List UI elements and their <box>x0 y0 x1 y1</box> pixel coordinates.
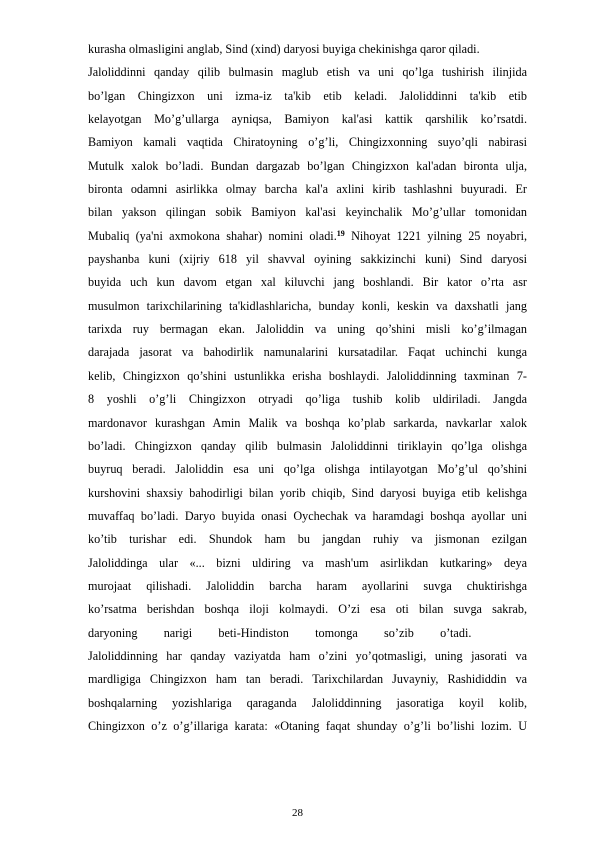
text-line <box>88 552 527 575</box>
text-line <box>88 85 527 108</box>
text-line <box>88 692 527 715</box>
text-line <box>88 458 527 481</box>
text-line <box>88 528 527 551</box>
text-line <box>88 622 527 645</box>
text-line-content: payshanba kuni (xijriy 618 yil shavval oyining sakkizinchi kuni) Sind daryosi <box>88 252 527 267</box>
text-line-content: bilan yakson qilingan sobik Bamiyon kal'asi keyinchalik Mo’g’ullar tomonidan <box>88 205 527 220</box>
text-line <box>88 341 527 364</box>
text-line-content: buyida uch kun davom etgan xal kiluvchi jang boshlandi. Bir kator o’rta asr <box>88 275 527 290</box>
text-line <box>88 505 527 528</box>
text-line-content: Mubaliq (ya'ni axmokona shahar) nomini oladi. <box>88 228 337 243</box>
text-line <box>88 388 527 411</box>
text-line-content: ko’tib turishar edi. Shundok ham bu jangdan ruhiy va jismonan ezilgan <box>88 532 527 547</box>
text-line <box>88 248 527 271</box>
line-filler <box>471 626 527 640</box>
page-number: 28 <box>292 807 303 819</box>
text-line <box>88 61 527 84</box>
text-line-content: ko’rsatma berishdan boshqa iloji kolmaydi. O’zi esa oti bilan suvga sakrab, <box>88 602 527 617</box>
text-line-content: Jaloliddinga ular «... bizni uldiring va mash'um asirlikdan kutkaring» deya <box>88 555 527 570</box>
text-line <box>88 645 527 668</box>
text-line-content: Chingizxon o’z o’g’illariga karata: «Otaning faqat shunday o’g’li bo’lishi lozim. U <box>88 718 527 733</box>
text-line <box>88 412 527 435</box>
text-line <box>88 668 527 691</box>
text-line <box>88 225 527 248</box>
text-line <box>88 201 527 224</box>
text-line <box>88 715 527 738</box>
text-line-content: bo’lgan Chingizxon uni izma-iz ta'kib etib keladi. Jaloliddinni ta'kib etib <box>88 88 527 103</box>
text-line-content: mardligiga Chingizxon ham tan beradi. Tarixchilardan Juvayniy, Rashididdin va <box>88 672 527 687</box>
text-line-content: muvaffaq bo’ladi. Daryo buyida onasi Oychechak va haramdagi boshqa ayollar uni <box>88 508 527 523</box>
text-line <box>88 38 527 61</box>
text-line-content: mardonavor kurashgan Amin Malik va boshqa ko’plab sarkarda, navkarlar xalok <box>88 415 527 430</box>
text-line <box>88 131 527 154</box>
text-line <box>88 108 527 131</box>
text-line-content: daryoning narigi beti-Hindiston tomonga so’zib o’tadi. <box>88 625 472 640</box>
text-line <box>88 295 527 318</box>
text-line-content: bo’ladi. Chingizxon qanday qilib bulmasin Jaloliddinni tiriklayin qo’lga olishga <box>88 438 527 453</box>
text-line <box>88 155 527 178</box>
text-line-content: kelib, Chingizxon qo’shini ustunlikka erisha boshlaydi. Jaloliddinning taxminan 7- <box>88 368 527 383</box>
text-line-continuation: Nihoyat 1221 yilning 25 noyabri, <box>344 228 527 243</box>
text-line-content: darajada jasorat va bahodirlik namunalarini kursatadilar. Faqat uchinchi kunga <box>88 345 527 360</box>
text-line-content: tarixda ruy bermagan ekan. Jaloliddin va uning qo’shini misli ko’g’ilmagan <box>88 322 527 337</box>
text-line-content: 8 yoshli o’g’li Chingizxon otryadi qo’liga tushib kolib uldiriladi. Jangda <box>88 392 527 407</box>
text-line <box>88 435 527 458</box>
text-line-content: kurshovini shaxsiy bahodirligi bilan yorib chiqib, Sind daryosi buyiga etib kelishga <box>88 485 527 500</box>
text-line-content: buyruq beradi. Jaloliddin esa uni qo’lga olishga intilayotgan Mo’g’ul qo’shini <box>88 462 527 477</box>
text-line <box>88 598 527 621</box>
text-line-content: kurasha olmasligini anglab, Sind (xind) daryosi buyiga chekinishga qaror qiladi. <box>88 42 480 56</box>
text-line-content: murojaat qilishadi. Jaloliddin barcha haram ayollarini suvga chuktirishga <box>88 578 527 593</box>
text-line-content: bironta odamni asirlikka olmay barcha kal'a axlini kirib tashlashni buyuradi. Er <box>88 182 527 197</box>
text-line-content: Jaloliddinni qanday qilib bulmasin maglub etish va uni qo’lga tushirish ilinjida <box>88 65 527 80</box>
text-line-content: musulmon tarixchilarining ta'kidlashlaricha, bunday konli, keskin va daxshatli jang <box>88 298 527 313</box>
text-line-content: kelayotgan Mo’g’ullarga ayniqsa, Bamiyon kal'asi kattik qarshilik ko’rsatdi. <box>88 112 527 127</box>
text-line <box>88 482 527 505</box>
text-line-content: Mutulk xalok bo’ladi. Bundan dargazab bo’lgan Chingizxon kal'adan bironta ulja, <box>88 158 527 173</box>
document-body <box>88 38 527 738</box>
text-line-content: Jaloliddinning har qanday vaziyatda ham o’zini yo’qotmasligi, uning jasorati va <box>88 648 527 663</box>
text-line <box>88 318 527 341</box>
text-line-content: Bamiyon kamali vaqtida Chiratoyning o’g’li, Chingizxonning suyo’qli nabirasi <box>88 135 527 150</box>
text-line <box>88 365 527 388</box>
text-line-content: boshqalarning yozishlariga qaraganda Jaloliddinning jasoratiga koyil kolib, <box>88 695 527 710</box>
text-line <box>88 178 527 201</box>
text-line <box>88 271 527 294</box>
text-line <box>88 575 527 598</box>
footnote-reference: 19 <box>336 228 345 238</box>
